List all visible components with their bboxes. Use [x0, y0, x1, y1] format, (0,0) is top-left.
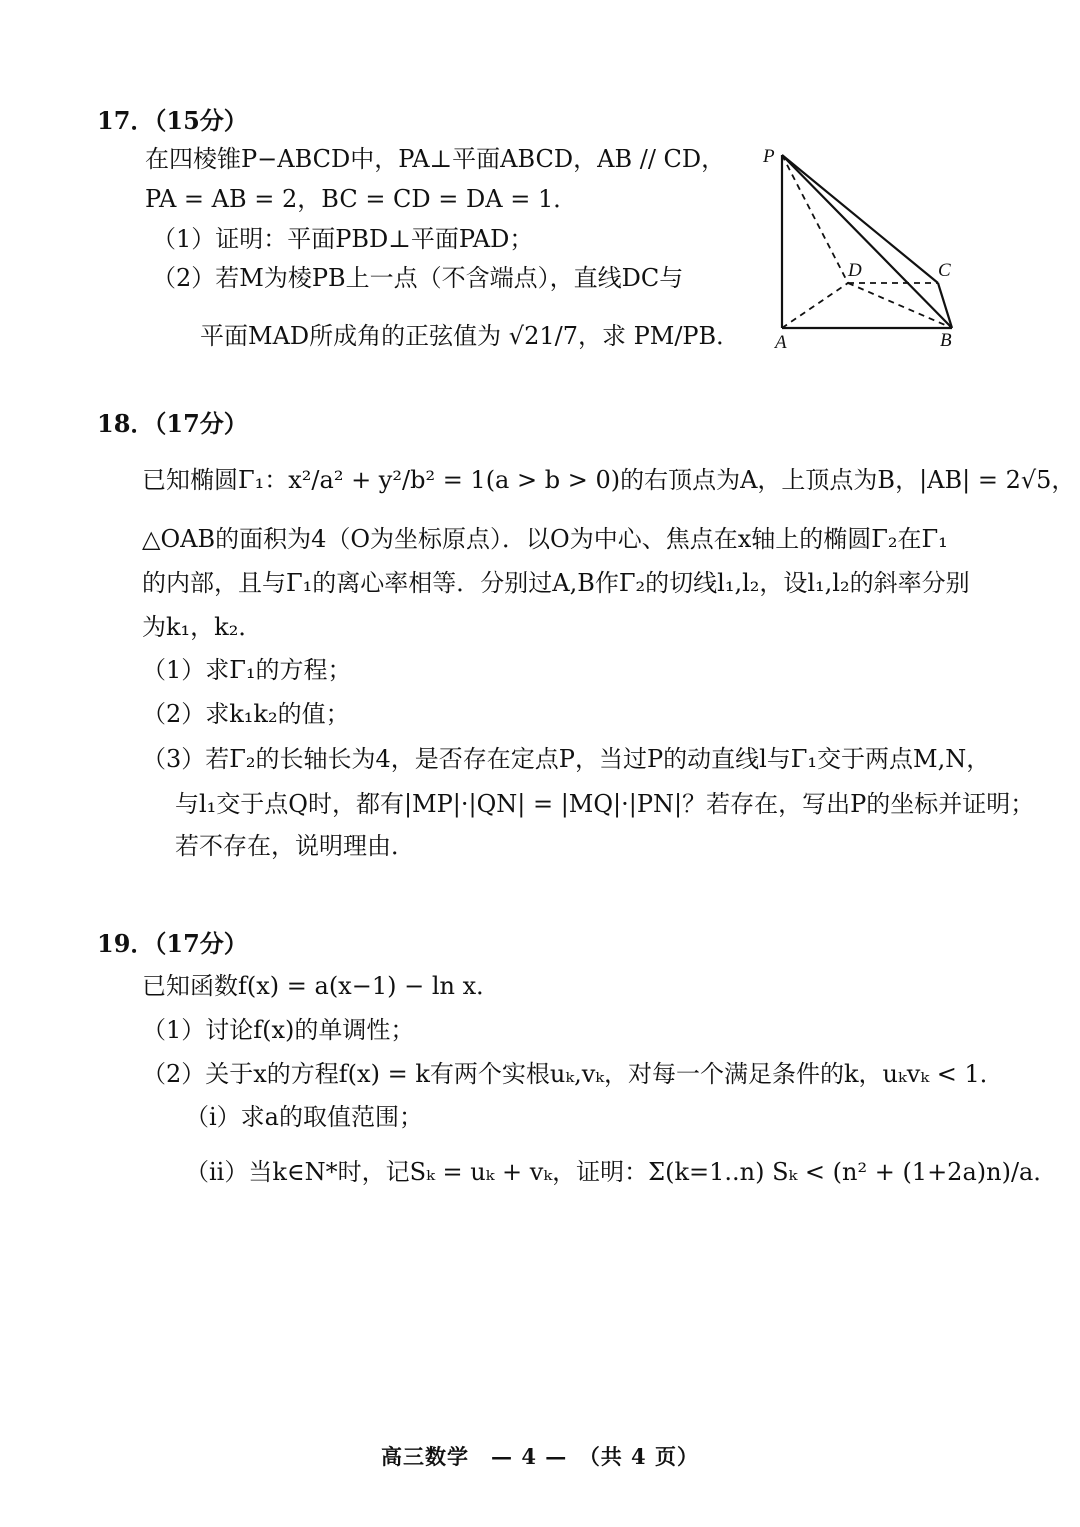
- problem-18-line-6: （2）求k₁k₂的值；: [142, 700, 350, 728]
- page-footer: 高三数学 — 4 — （共 4 页）: [381, 1444, 699, 1469]
- problem-18-line-7: （3）若Γ₂的长轴长为4，是否存在定点P，当过P的动直线l与Γ₁交于两点M,N，: [142, 745, 991, 773]
- problem-17-line-2: PA = AB = 2，BC = CD = DA = 1．: [145, 185, 578, 213]
- edge-AD: [782, 283, 848, 328]
- problem-17-header: 17．（15分）: [97, 106, 248, 135]
- problem-18-line-4: 为k₁，k₂．: [142, 613, 263, 641]
- vertex-label-P: P: [763, 146, 775, 167]
- problem-18-line-9: 若不存在，说明理由．: [175, 832, 415, 860]
- problem-19-header: 19．（17分）: [97, 929, 248, 958]
- problem-19-line-1: 已知函数f(x) = a(x−1) − ln x．: [142, 972, 501, 1000]
- pyramid-figure: [760, 140, 980, 350]
- problem-18-line-2: △OAB的面积为4（O为坐标原点）．以O为中心、焦点在x轴上的椭圆Γ₂在Γ₁: [142, 525, 948, 553]
- problem-18-line-1: 已知椭圆Γ₁：x²/a² + y²/b² = 1(a > b > 0)的右顶点为A，上顶点为B，|AB| = 2√5，: [142, 466, 1076, 494]
- edge-PB: [782, 155, 952, 328]
- problem-17-line-5: 平面MAD所成角的正弦值为 √21/7，求 PM/PB．: [200, 322, 741, 350]
- problem-18-header: 18．（17分）: [97, 409, 248, 438]
- edge-DB: [848, 283, 952, 328]
- vertex-label-D: D: [848, 260, 862, 281]
- problem-19-line-4: （i）求a的取值范围；: [185, 1103, 423, 1131]
- edge-PD: [782, 155, 848, 283]
- problem-18-line-3: 的内部，且与Γ₁的离心率相等．分别过A,B作Γ₂的切线l₁,l₂，设l₁,l₂的斜率分别: [142, 569, 970, 597]
- problem-17-line-3: （1）证明：平面PBD⊥平面PAD；: [152, 225, 534, 253]
- vertex-label-C: C: [938, 260, 951, 281]
- problem-19-line-2: （1）讨论f(x)的单调性；: [142, 1016, 415, 1044]
- problem-18-line-5: （1）求Γ₁的方程；: [142, 656, 352, 684]
- vertex-label-A: A: [775, 332, 787, 350]
- vertex-label-B: B: [940, 330, 952, 350]
- problem-17-line-1: 在四棱锥P−ABCD中，PA⊥平面ABCD，AB // CD，: [145, 145, 726, 173]
- problem-19-line-5: （ii）当k∈N*时，记Sₖ = uₖ + vₖ，证明：Σ(k=1..n) Sₖ < (n² + (1+2a)n)/a．: [185, 1158, 1058, 1186]
- problem-19-line-3: （2）关于x的方程f(x) = k有两个实根uₖ,vₖ，对每一个满足条件的k，uₖvₖ < 1．: [142, 1060, 1004, 1088]
- problem-18-line-8: 与l₁交于点Q时，都有|MP|·|QN| = |MQ|·|PN|？若存在，写出P的坐标并证明；: [175, 790, 1035, 818]
- problem-17-line-4: （2）若M为棱PB上一点（不含端点），直线DC与: [152, 264, 684, 292]
